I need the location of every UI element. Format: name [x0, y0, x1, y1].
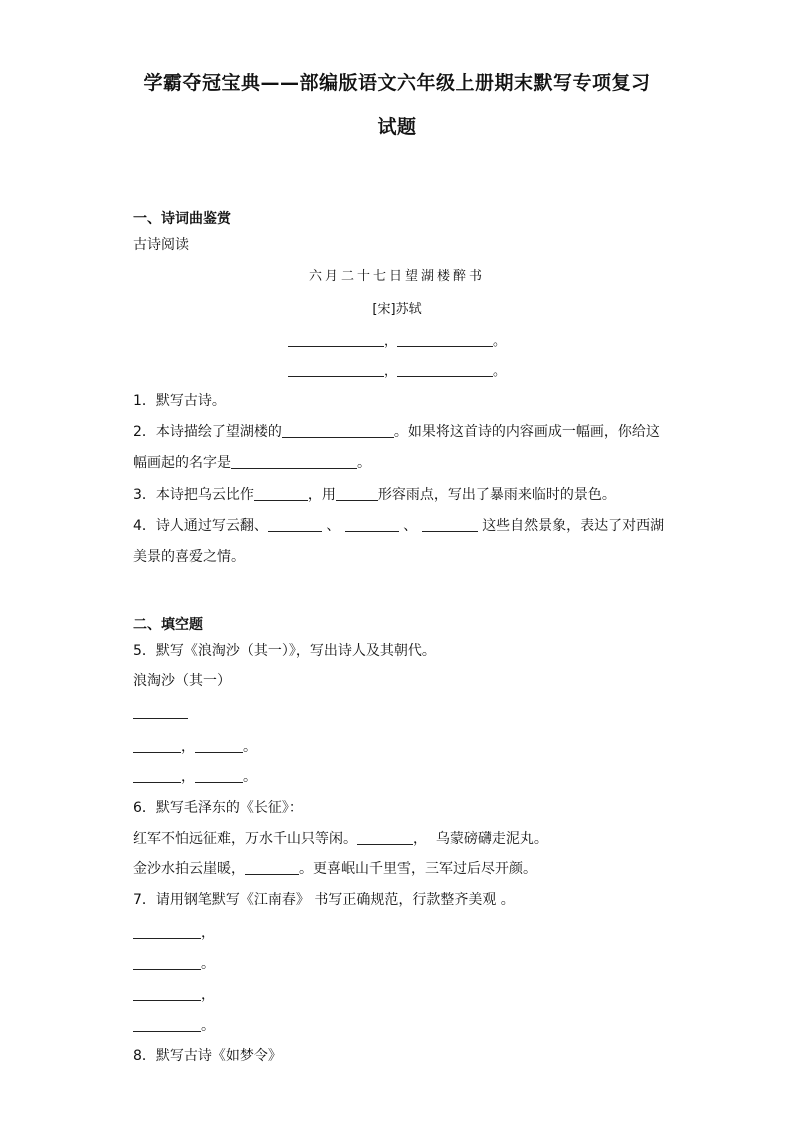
- answer-blank[interactable]: [133, 768, 181, 783]
- answer-blank[interactable]: [397, 332, 493, 347]
- question-4: 4．诗人通过写云翻、 、 、 这些自然景象，表达了对西湖: [133, 518, 665, 534]
- answer-blank[interactable]: [133, 955, 201, 970]
- section-heading-poetry: 一、诗词曲鉴赏: [133, 211, 231, 227]
- answer-blank[interactable]: [245, 860, 299, 875]
- answer-blank[interactable]: [422, 517, 478, 532]
- question-6-line-2: 金沙水拍云崖暖， 。更喜岷山千里雪，三军过后尽开颜。: [133, 861, 537, 877]
- question-1: 1．默写古诗。: [133, 393, 226, 409]
- answer-blank[interactable]: [288, 362, 384, 377]
- poem-line-2: ， 。: [0, 360, 794, 379]
- poem-answer-line: ， 。: [133, 736, 257, 756]
- answer-blank[interactable]: [268, 517, 322, 532]
- answer-blank[interactable]: [282, 423, 394, 438]
- answer-blank[interactable]: [133, 1017, 201, 1032]
- question-2-continued: 幅画起的名字是 。: [133, 455, 371, 471]
- poem-answer-line: 。: [133, 953, 215, 973]
- answer-blank[interactable]: [288, 332, 384, 347]
- question-8: 8．默写古诗《如梦令》: [133, 1048, 282, 1064]
- answer-blank[interactable]: [133, 986, 201, 1001]
- answer-blank[interactable]: [195, 738, 243, 753]
- question-5: 5．默写《浪淘沙（其一）》，写出诗人及其朝代。: [133, 643, 436, 659]
- question-3: 3．本诗把乌云比作 ，用 形容雨点，写出了暴雨来临时的景色。: [133, 487, 616, 503]
- poem-line-1: ， 。: [0, 330, 794, 349]
- answer-blank[interactable]: [336, 486, 378, 501]
- page-title: 学霸夺冠宝典——部编版语文六年级上册期末默写专项复习: [143, 72, 651, 94]
- question-6-line-1: 红军不怕远征难，万水千山只等闲。 ， 乌蒙磅礴走泥丸。: [133, 831, 548, 847]
- answer-blank[interactable]: [231, 454, 357, 469]
- poem-answer-line: ，: [133, 984, 215, 1004]
- reading-intro: 古诗阅读: [133, 237, 189, 253]
- poem-answer-line: ， 。: [133, 766, 257, 786]
- question-5-poem-title: 浪淘沙（其一）: [133, 673, 231, 689]
- answer-blank[interactable]: [133, 704, 188, 719]
- poem-author-line: [133, 704, 188, 721]
- question-7: 7．请用钢笔默写《江南春》 书写正确规范，行款整齐美观 。: [133, 892, 515, 908]
- answer-blank[interactable]: [195, 768, 243, 783]
- question-4-continued: 美景的喜爱之情。: [133, 549, 245, 565]
- question-6: 6．默写毛泽东的《长征》：: [133, 800, 303, 816]
- answer-blank[interactable]: [133, 924, 201, 939]
- answer-blank[interactable]: [397, 362, 493, 377]
- question-2: 2．本诗描绘了望湖楼的 。如果将这首诗的内容画成一幅画，你给这: [133, 424, 660, 440]
- answer-blank[interactable]: [357, 830, 413, 845]
- page-title-continued: 试题: [377, 116, 417, 138]
- poem-title: 六月二十七日望湖楼醉书: [308, 269, 485, 284]
- answer-blank[interactable]: [133, 738, 181, 753]
- section-heading-fill-in: 二、填空题: [133, 617, 203, 633]
- answer-blank[interactable]: [254, 486, 308, 501]
- poem-answer-line: ，: [133, 922, 215, 942]
- poem-author: [宋]苏轼: [372, 302, 422, 317]
- poem-answer-line: 。: [133, 1015, 215, 1035]
- answer-blank[interactable]: [345, 517, 399, 532]
